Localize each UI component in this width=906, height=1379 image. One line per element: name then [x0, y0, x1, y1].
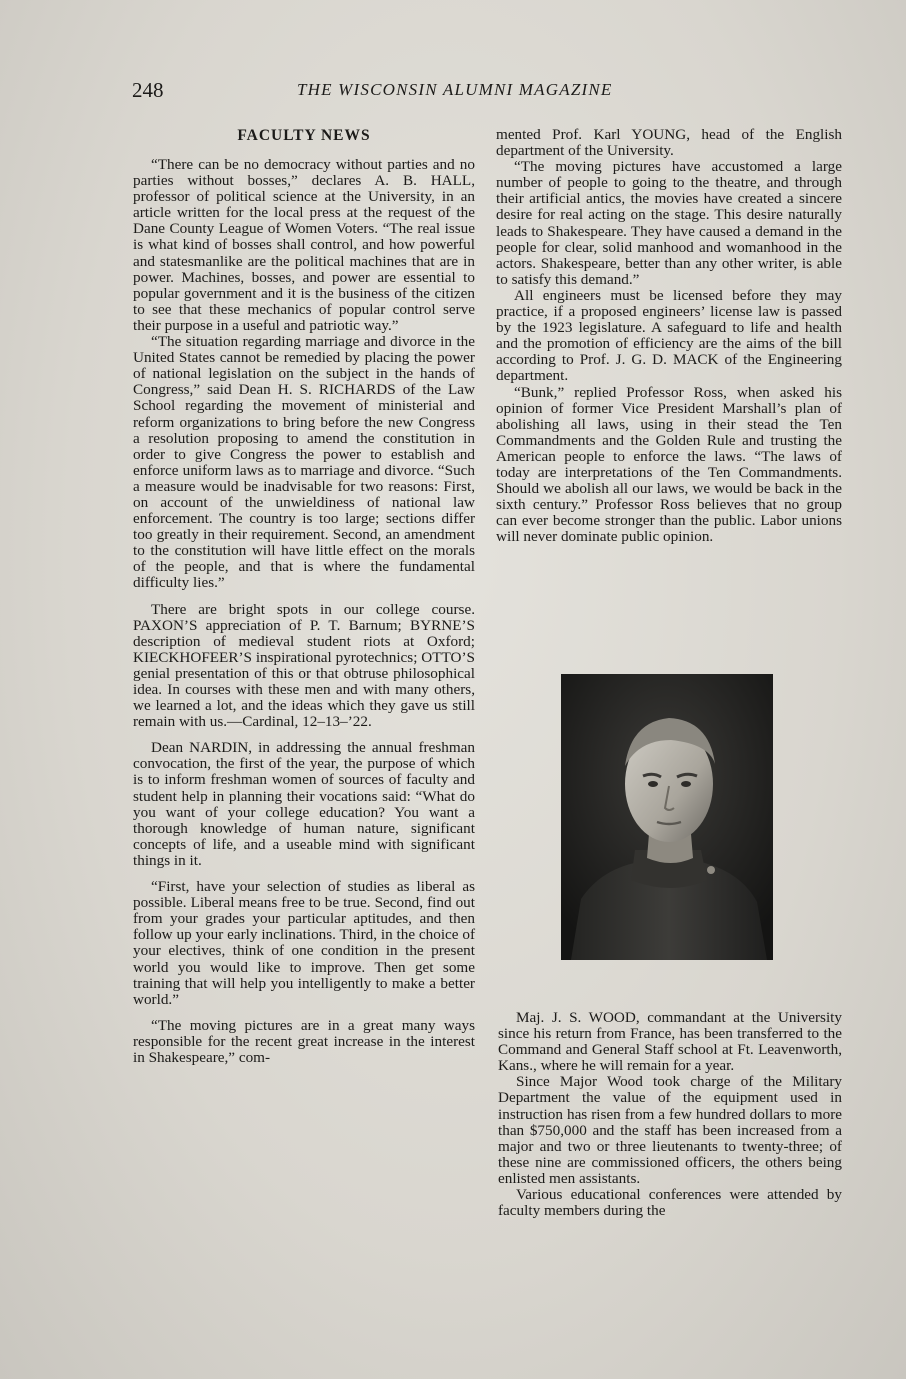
right-column: [496, 127, 842, 545]
portrait-photo: [561, 674, 773, 960]
paragraph-nardin: Dean NARDIN, in addressing the annual freshman convocation, the first of the year, the purpose of which is to inform freshman women of sources of faculty and student help in planning their vocations said: “What do you want of your college education? You want a thorough knowledge of human nature, significant concepts of life, and a useable mind with significant things in it.: [133, 739, 475, 869]
paragraph-ross: “Bunk,” replied Professor Ross, when asked his opinion of former Vice President Marshall’s plan of abolishing all laws, using in their stead the Ten Commandments and the Golden Rule and trusting the American people to enforce the laws. “The laws of today are interpretations of the Ten Commandments. Should we abolish all our laws, we would be back in the sixth century.” Professor Ross believes that no group can ever become stronger than the public. Labor unions will never dominate public opinion.: [496, 383, 842, 546]
right-column-bottom: [498, 1010, 842, 1219]
paragraph-young-continued: mented Prof. Karl YOUNG, head of the English department of the University.: [496, 126, 842, 160]
paragraph-moving-pictures: “The moving pictures are in a great many ways responsible for the recent great increase in the interest in Shakespeare,” com-: [133, 1016, 475, 1066]
paragraph-conferences: Various educational conferences were attended by faculty members during the: [498, 1186, 842, 1220]
portrait-officer-image: [561, 674, 773, 960]
paragraph-hall: “There can be no democracy without parties and no parties without bosses,” declares A. B. HALL, professor of political science at the University, in an article written for the local press at the request of the Dane County League of Women Voters. “The real issue is what kind of bosses shall control, and how powerful and statesmanlike are the political machines that are in power. Machines, bosses, and power are essential to popular government and it is the business of the citizen to see that these mechanics of popular control serve their purpose in a useful and patriotic way.”: [133, 156, 475, 334]
paragraph-bright-spots: There are bright spots in our college course. PAXON’S appreciation of P. T. Barnum; BYRNE’S description of medieval student riots at Oxford; KIECKHOFEER’S inspirational pyrotechnics; OTTO’S genial presentation of this or that obtruse philosophical idea. In courses with these men and with many others, we learned a lot, and the ideas which they gave us still remain with us.—Cardinal, 12–13–’22.: [133, 600, 475, 731]
paragraph-richards: “The situation regarding marriage and divorce in the United States cannot be remedied by placing the power of national legislation on the subject in the hands of Congress,” said Dean H. S. RICHARDS of the Law School regarding the movement of ministerial and reform organizations to bring before the new Congress a resolution proposing to amend the constitution in order to give Congress the power to establish and enforce uniform laws as to marriage and divorce. “Such a measure would be inadvisable for two reasons: First, on account of the unwieldiness of national law enforcement. The country is too large; sections differ too greatly in their requirement. Second, an amendment to the constitution will have little effect on the morals of the people, and that is where the fundamental difficulty lies.”: [133, 333, 475, 592]
running-head: [132, 78, 677, 104]
paragraph-wood-transfer: Maj. J. S. WOOD, commandant at the University since his return from France, has been transferred to the Command and General Staff school at Ft. Leavenworth, Kans., where he will remain for a year.: [498, 1009, 842, 1075]
magazine-title: THE WISCONSIN ALUMNI MAGAZINE: [297, 80, 613, 99]
paragraph-military-department: Since Major Wood took charge of the Military Department the value of the equipment used in instruction has risen from a few hundred dollars to more than $750,000 and the staff has been increased from a major and two or three lieutenants to twenty-three; of these nine are commissioned officers, the others being enlisted men assistants.: [498, 1073, 842, 1187]
left-column: [133, 127, 475, 1066]
page-number: 248: [132, 78, 164, 102]
section-heading: FACULTY NEWS: [237, 127, 371, 144]
paragraph-engineers-license: All engineers must be licensed before they may practice, if a proposed engineers’ license law is passed by the 1923 legislature. A safeguard to life and health and the promotion of efficiency are the aims of the bill according to Prof. J. G. D. MACK of the Engineering department.: [496, 286, 842, 385]
paragraph-nardin-advice: “First, have your selection of studies as liberal as possible. Liberal means free to be true. Second, find out from your grades your particular aptitudes, and then follow up your early inclinations. Third, in the choice of your electives, think of one condition in the present world you would like to improve. Then get some training that will help you intelligently to make a better world.”: [133, 878, 475, 1008]
paragraph-movies-quote: “The moving pictures have accustomed a large number of people to going to the theatre, and through their artificial antics, the movies have created a sincere desire for real acting on the stage. This desire naturally leads to Shakespeare. They have caused a demand in the people for clear, solid manhood and womanhood in the actors. Shakespeare, better than any other writer, is able to satisfy this demand.”: [496, 158, 842, 288]
